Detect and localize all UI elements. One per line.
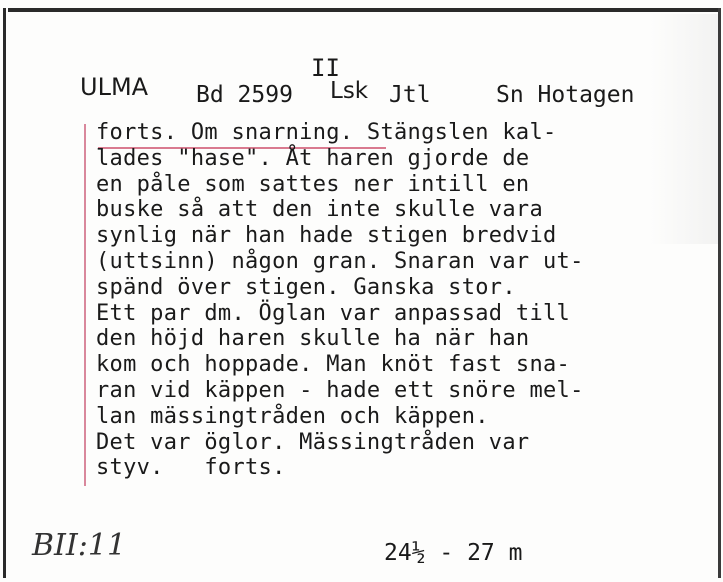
handwritten-code: BII:11 [32, 528, 127, 563]
body-line: ran vid käppen - hade ett snöre mel- [96, 377, 584, 403]
parish-label: Sn Hotagen [496, 82, 635, 108]
body-line: kom och hoppade. Man knöt fast sna- [96, 352, 571, 378]
card-body [96, 120, 696, 481]
card-left-border [3, 8, 6, 578]
body-line: buske så att den inte skulle vara [96, 197, 543, 223]
body-line: styv. forts. [96, 455, 286, 481]
landskap-label: Lsk [330, 78, 369, 104]
body-line: lan mässingtråden och käppen. [96, 403, 489, 429]
card-top-border [8, 8, 720, 12]
body-line: (uttsinn) någon gran. Snaran var ut- [96, 248, 584, 274]
body-line: spänd över stigen. Ganska stor. [96, 274, 516, 300]
body-line: synlig när han hade stigen bredvid [96, 223, 557, 249]
body-line: lades "hase". Åt haren gjorde de [96, 145, 530, 171]
body-line: forts. Om snarning. Stängslen kal- [96, 120, 557, 145]
parish-code: ULMA [80, 73, 149, 101]
body-line: en påle som sattes ner intill en [96, 171, 530, 197]
body-line: Ett par dm. Öglan var anpassad till [96, 300, 571, 326]
body-line: Det var öglor. Mässingtråden var [96, 429, 530, 455]
measure-label: 24½ - 27 m [384, 540, 523, 566]
card-right-border [718, 8, 721, 578]
margin-rule [84, 124, 86, 486]
volume-numeral: II [311, 54, 340, 82]
province-label: Jtl [389, 82, 431, 108]
record-number: Bd 2599 [196, 82, 293, 108]
body-line: den höjd haren skulle ha när han [96, 326, 530, 352]
